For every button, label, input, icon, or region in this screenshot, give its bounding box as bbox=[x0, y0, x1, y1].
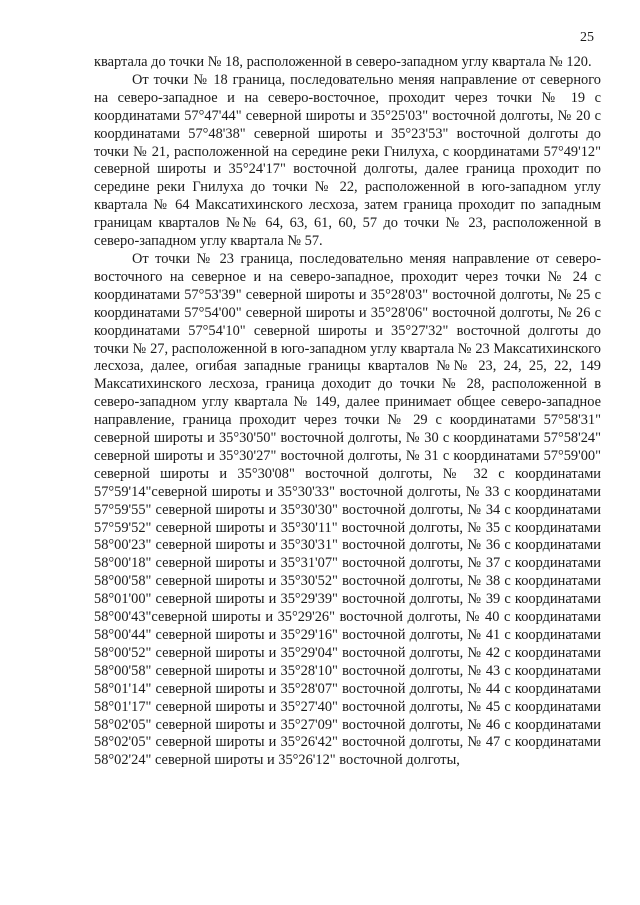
document-body bbox=[94, 54, 601, 770]
paragraph-points-18-23: От точки № 18 граница, последовательно меняя направление от северного на северо-западное и на северо-восточное, проходит через точки № 19 с координатами 57°47'44" северной широты и 35°25'03" восточной долготы, № 20 с координатами 57°48'38" северной широты и 35°23'53" восточной долготы до точки № 21, расположенной на середине реки Гнилуха, с координатами 57°49'12" северной широты и 35°24'17" восточной долготы, далее граница проходит по середине реки Гнилуха до точки № 22, расположенной в юго-западном углу квартала № 64 Максатихинского лесхоза, затем граница проходит по западным границам кварталов №№ 64, 63, 61, 60, 57 до точки № 23, расположенной в северо-западном углу квартала № 57. bbox=[94, 71, 601, 250]
page-number: 25 bbox=[580, 30, 594, 45]
paragraph-points-23-47: От точки № 23 граница, последовательно меняя направление от северо-восточного на северное и на северо-западное, проходит через точки № 24 с координатами 57°53'39" северной широты и 35°28'03" восточной долготы, № 25 с координатами 57°54'00" северной широты и 35°28'06" восточной долготы, № 26 с координатами 57°54'10" северной широты и 35°27'32" восточной долготы до точки № 27, расположенной в юго-западном углу квартала № 23 Максатихинского лесхоза, далее, огибая западные границы кварталов №№ 23, 24, 25, 22, 149 Максатихинского лесхоза, граница доходит до точки № 28, расположенной в северо-западном углу квартала № 149, далее принимает общее северо-западное направление, граница проходит через точки № 29 с координатами 57°58'31" северной широты и 35°30'50" восточной долготы, № 30 с координатами 57°58'24" северной широты и 35°30'27" восточной долготы, № 31 с координатами 57°59'00" северной широты и 35°30'08" восточной долготы, № 32 с координатами 57°59'14"северной широты и 35°30'33" восточной долготы, № 33 с координатами 57°59'55" северной широты и 35°30'30" восточной долготы, № 34 с координатами 57°59'52" северной широты и 35°30'11" восточной долготы, № 35 с координатами 58°00'23" северной широты и 35°30'31" восточной долготы, № 36 с координатами 58°00'18" северной широты и 35°31'07" восточной долготы, № 37 с координатами 58°00'58" северной широты и 35°30'52" восточной долготы, № 38 с координатами 58°01'00" северной широты и 35°29'39" восточной долготы, № 39 с координатами 58°00'43"северной широты и 35°29'26" восточной долготы, № 40 с координатами 58°00'44" северной широты и 35°29'16" восточной долготы, № 41 с координатами 58°00'52" северной широты и 35°29'04" восточной долготы, № 42 с координатами 58°00'58" северной широты и 35°28'10" восточной долготы, № 43 с координатами 58°01'14" северной широты и 35°28'07" восточной долготы, № 44 с координатами 58°01'17" северной широты и 35°27'40" восточной долготы, № 45 с координатами 58°02'05" северной широты и 35°27'09" восточной долготы, № 46 с координатами 58°02'05" северной широты и 35°26'42" восточной долготы, № 47 с координатами 58°02'24" северной широты и 35°26'12" восточной долготы, bbox=[94, 250, 601, 769]
paragraph-continuation: квартала до точки № 18, расположенной в северо-западном углу квартала № 120. bbox=[94, 54, 592, 70]
